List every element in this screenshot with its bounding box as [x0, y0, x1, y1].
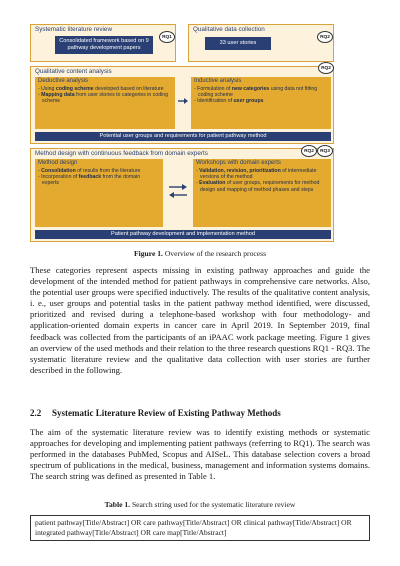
- method-design-box-title: Method design: [38, 160, 78, 166]
- inductive-item: - Formulation of new categories using data not fitting coding scheme: [194, 86, 318, 99]
- table-cell: patient pathway[Title/Abstract] OR care pathway[Title/Abstract] OR clinical pathway[Title/Abstract] OR integrated pathway[Title/Abstract] OR care map[Title/Abstract]: [35, 518, 352, 537]
- rq-badge: RQ3: [317, 145, 333, 157]
- body-paragraph: The aim of the systematic literature review was to identify existing methods or systematic approaches for developing and implementing patient pathways (referring to RQ1). The search was performed in the databases PubMed, Scopus and AISeL. This database selection covers a broad spectrum of publications in the medical, business, management and information systems domains. The search string was defined as presented in Table 1.: [30, 427, 370, 482]
- method-design-panel: [30, 148, 334, 242]
- cycle-arrows-icon: [167, 181, 189, 201]
- qca-panel: [30, 66, 334, 144]
- rq-badge: RQ2: [317, 31, 333, 43]
- qca-title: Qualitative content analysis: [35, 68, 112, 75]
- method-design-item: - Incorporation of feedback from the domain experts: [38, 174, 141, 187]
- deductive-item: - Using coding scheme developed based on literature: [38, 86, 164, 92]
- method-design-box: [35, 159, 163, 227]
- workshops-item: - Validation, revision, prioritization of intermediate versions of the method: [196, 168, 317, 181]
- rq-badge: RQ2: [318, 62, 334, 74]
- slr-result-box: Consolidated framework based on 9 pathway development papers: [55, 36, 153, 54]
- inductive-items: [194, 86, 326, 105]
- table-caption: Table 1. Search string used for the systematic literature review: [104, 500, 296, 509]
- qdc-title: Qualitative data collection: [193, 26, 265, 33]
- deductive-title: Deductive analysis: [38, 78, 89, 84]
- section-heading: 2.2 Systematic Literature Review of Existing Pathway Methods: [30, 408, 281, 418]
- workshops-box: [193, 159, 331, 227]
- workshops-title: Workshops with domain experts: [196, 160, 281, 166]
- figure-caption: Figure 1. Overview of the research process: [133, 249, 267, 258]
- deductive-item: - Mapping data from user stories to categories in coding scheme: [38, 92, 169, 105]
- research-process-figure: [30, 24, 334, 244]
- deductive-analysis-box: [35, 77, 175, 129]
- method-design-title: Method design with continuous feedback from domain experts: [35, 150, 208, 157]
- method-design-item: - Consolidation of results from the literature: [38, 168, 141, 174]
- workshops-item: - Evaluation of user groups, requirements for method design and mapping of method phases and steps: [196, 180, 320, 193]
- search-string-table: [30, 515, 370, 541]
- slr-title: Systematic literature review: [35, 26, 112, 33]
- inductive-item: - Identification of user groups: [194, 98, 264, 105]
- qca-result-bar: Potential user groups and requirements for patient pathway method: [35, 132, 331, 141]
- rq-badge: RQ2: [301, 145, 317, 157]
- arrow-right-icon: [177, 95, 189, 107]
- qdc-result-box: 33 user stories: [205, 37, 271, 50]
- method-design-result-bar: Patient pathway development and implementation method: [35, 230, 331, 239]
- workshops-items: [196, 168, 326, 193]
- inductive-title: Inductive analysis: [194, 78, 242, 84]
- rq-badge: RQ1: [159, 31, 175, 43]
- inductive-analysis-box: [191, 77, 331, 129]
- body-paragraph: These categories represent aspects missing in existing pathway approaches and guide the development of the intended method for patient pathways in comprehensive care networks. Also, the potential user groups were specified inductively. The results of the qualitative content analysis, i. e., user groups and potential tasks in the patient pathway method identified, were discussed, prioritized and revised during a telephone-based workshop with four methodology- and application-oriented domain experts in cancer care in April 2019. In September 2019, final feedback was collected from the participants of an iPAAC work package meeting. Figure 1 gives an overview of the used methods and their relation to the three research questions RQ1 - RQ3. The systematic literature review and the qualitative data collection with user stories are further described in the following.: [30, 265, 370, 375]
- qdc-panel: [188, 24, 334, 62]
- slr-panel: [30, 24, 176, 62]
- method-design-items: [38, 168, 158, 187]
- deductive-items: [38, 86, 170, 105]
